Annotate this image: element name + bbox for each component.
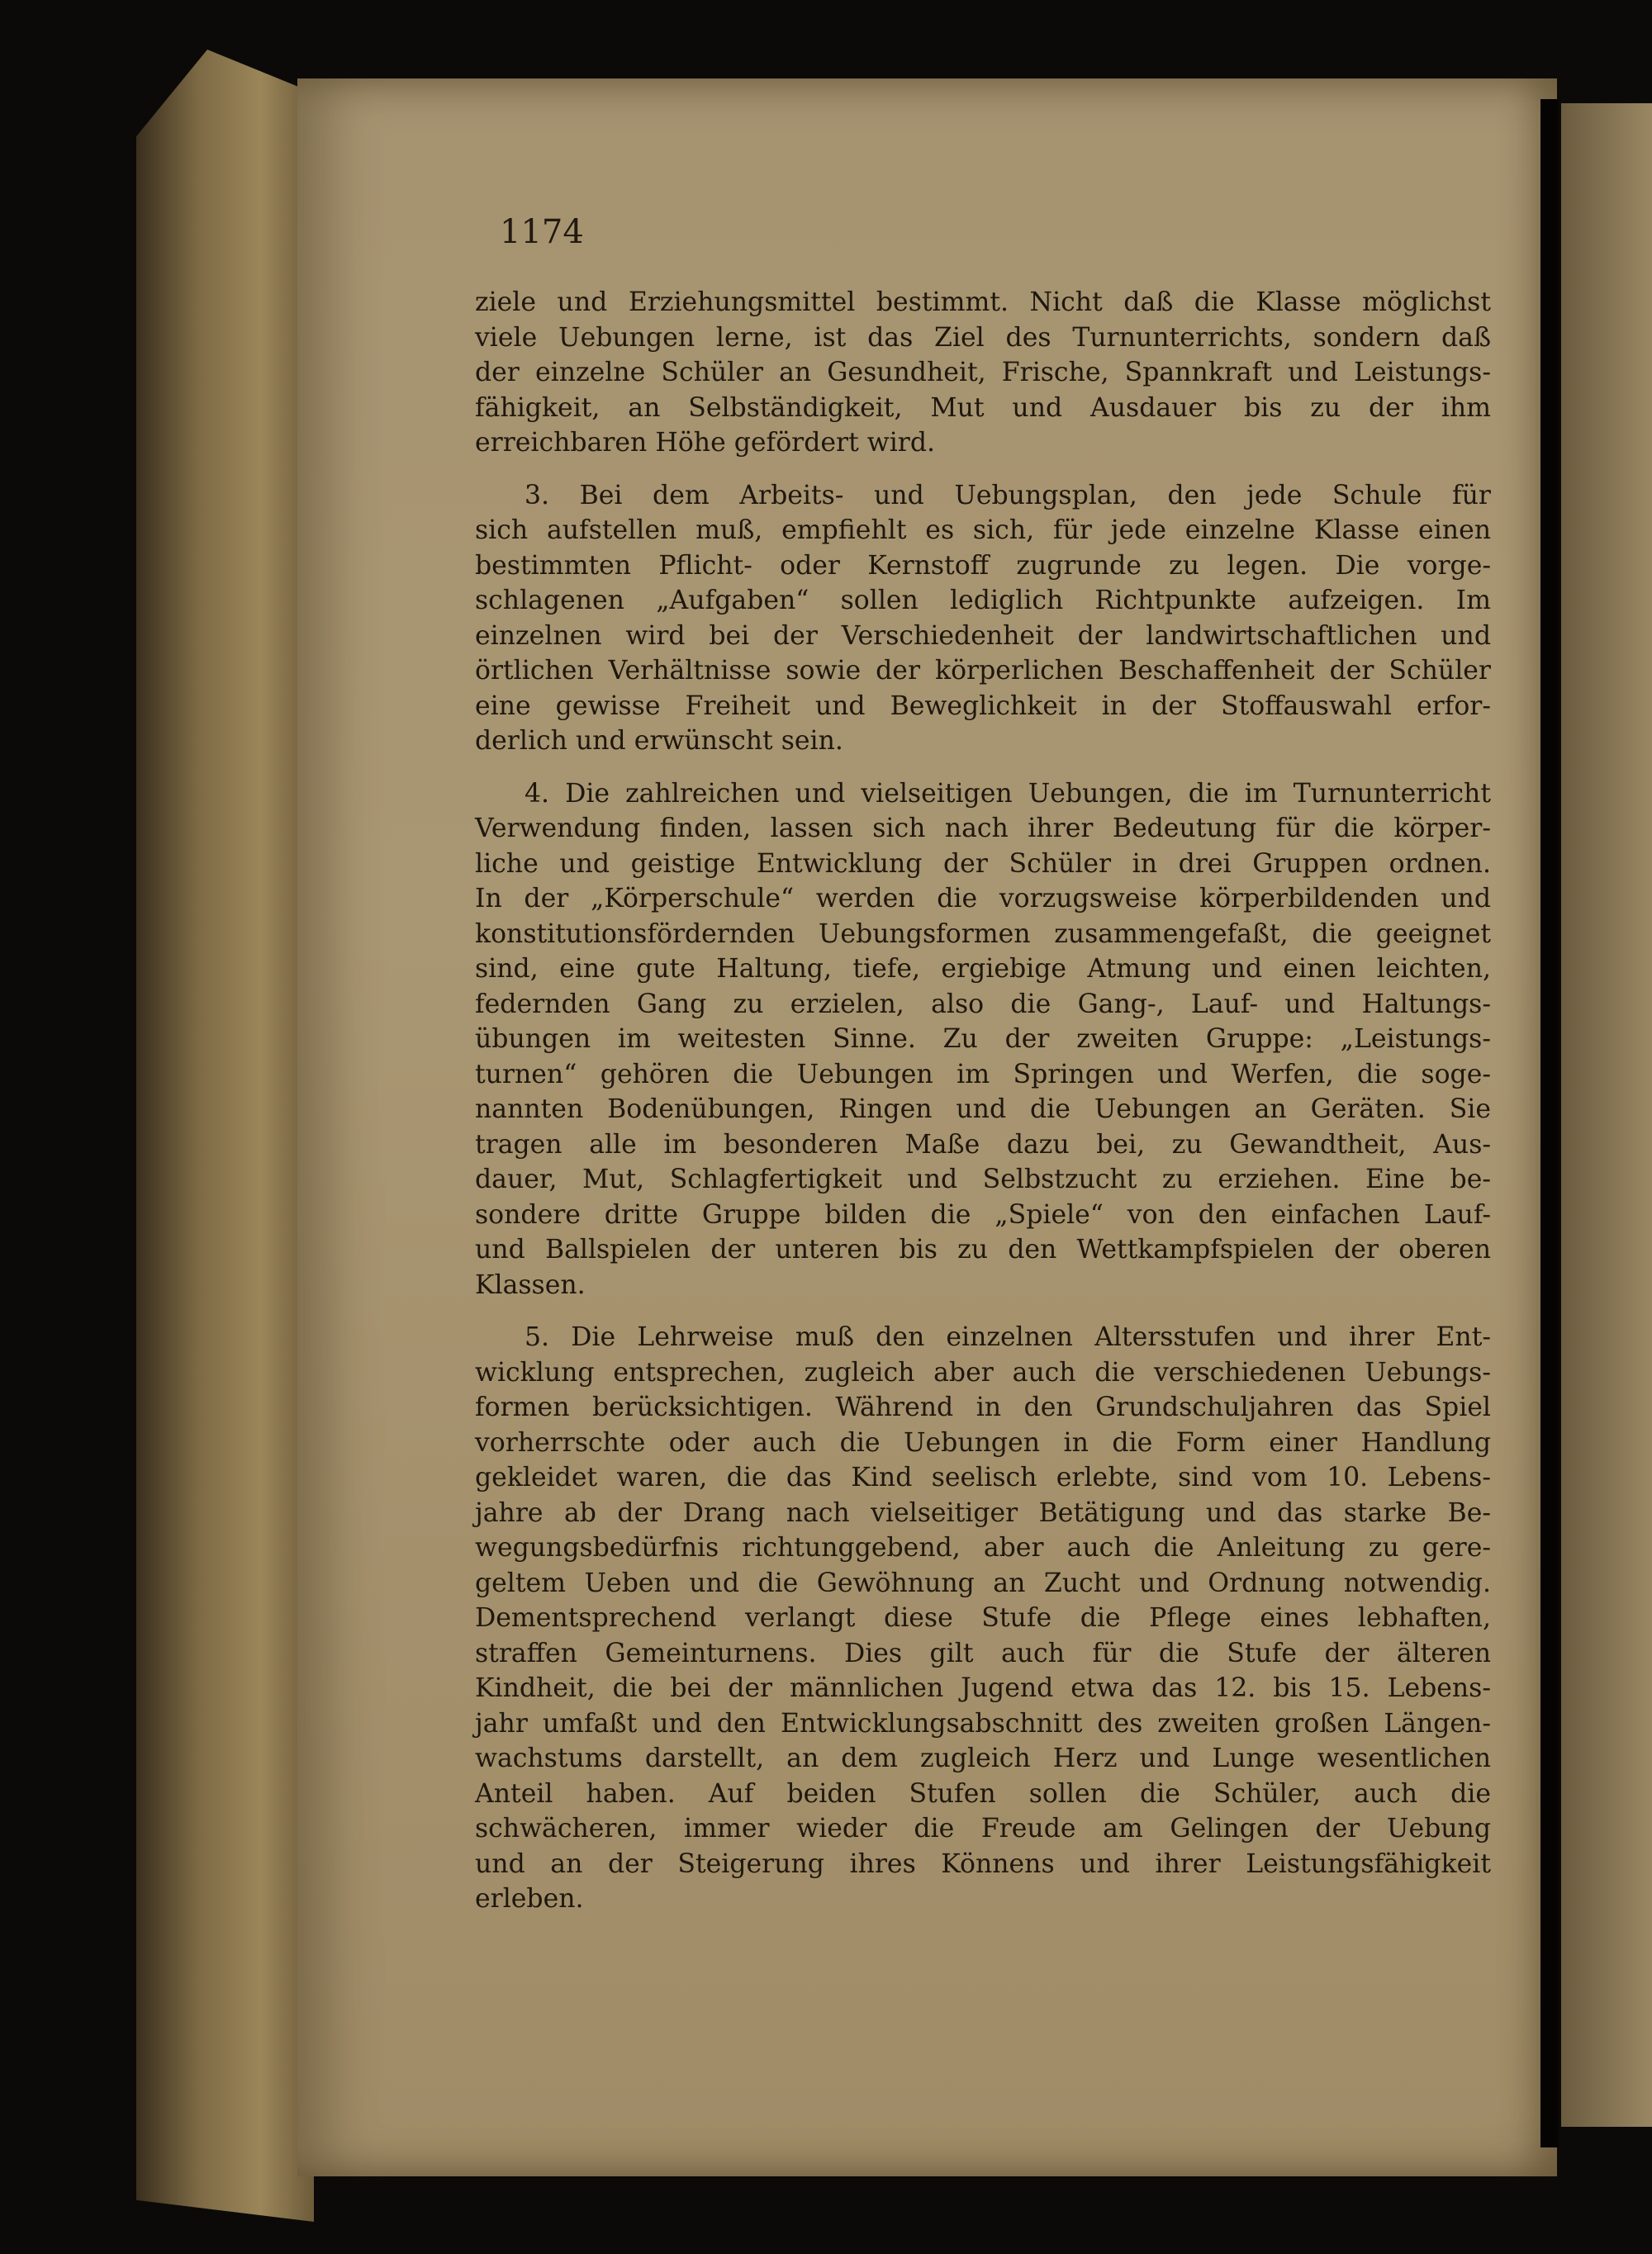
text-line: konstitutionsfördernden Uebungsformen zusammengefaßt, die geeignet — [475, 918, 1491, 949]
paragraph-5 — [475, 1320, 1491, 1917]
text-line: dauer, Mut, Schlagfertigkeit und Selbstzucht zu erziehen. Eine be- — [475, 1165, 1491, 1194]
text-line: der einzelne Schüler an Gesundheit, Frische, Spannkraft und Leistungs- — [475, 358, 1491, 387]
paragraph-1 — [475, 285, 1491, 461]
book-gutter — [1540, 99, 1559, 2147]
paragraph-4 — [475, 776, 1491, 1303]
text-line: derlich und erwünscht sein. — [475, 726, 843, 756]
text-line: örtlichen Verhältnisse sowie der körperlichen Beschaffenheit der Schüler — [475, 656, 1491, 686]
text-line: turnen“ gehören die Uebungen im Springen und Werfen, die soge- — [475, 1059, 1491, 1089]
page-number: 1174 — [500, 213, 584, 251]
text-line: geltem Ueben und die Gewöhnung an Zucht und Ordnung notwendig. — [475, 1568, 1491, 1598]
text-line: erreichbaren Höhe gefördert wird. — [475, 428, 936, 458]
text-line: sind, eine gute Haltung, tiefe, ergiebige Atmung und einen leichten, — [475, 954, 1491, 984]
text-line: gekleidet waren, die das Kind seelisch erlebte, sind vom 10. Lebens- — [475, 1463, 1491, 1492]
text-line: liche und geistige Entwicklung der Schüler in drei Gruppen ordnen. — [475, 848, 1491, 879]
text-line: formen berücksichtigen. Während in den Grundschuljahren das Spiel — [475, 1393, 1491, 1422]
text-line: Verwendung finden, lassen sich nach ihrer Bedeutung für die körper- — [475, 814, 1491, 843]
text-line: viele Uebungen lerne, ist das Ziel des Turnunterrichts, sondern daß — [475, 322, 1491, 353]
text-line: erleben. — [475, 1884, 584, 1914]
book-page-edges — [136, 50, 314, 2222]
paragraph-3 — [475, 478, 1491, 759]
text-line: wicklung entsprechen, zugleich aber auch die verschiedenen Uebungs- — [475, 1357, 1491, 1388]
text-line: jahre ab der Drang nach vielseitiger Betätigung und das starke Be- — [475, 1497, 1491, 1528]
text-line: vorherrschte oder auch die Uebungen in die Form einer Handlung — [475, 1427, 1491, 1458]
text-line: Kindheit, die bei der männlichen Jugend etwa das 12. bis 15. Lebens- — [475, 1673, 1491, 1703]
text-line: tragen alle im besonderen Maße dazu bei, zu Gewandtheit, Aus- — [475, 1129, 1491, 1160]
text-line: In der „Körperschule“ werden die vorzugsweise körperbildenden und — [475, 884, 1491, 913]
text-line: schwächeren, immer wieder die Freude am Gelingen der Uebung — [475, 1814, 1491, 1844]
text-line: sich aufstellen muß, empfiehlt es sich, für jede einzelne Klasse einen — [475, 515, 1491, 545]
text-line: ziele und Erziehungsmittel bestimmt. Nicht daß die Klasse möglichst — [475, 287, 1491, 317]
text-line: sondere dritte Gruppe bilden die „Spiele“ von den einfachen Lauf- — [475, 1199, 1491, 1230]
text-line: straffen Gemeinturnens. Dies gilt auch für die Stufe der älteren — [475, 1638, 1491, 1668]
text-line: eine gewisse Freiheit und Beweglichkeit in der Stoffauswahl erfor- — [475, 690, 1491, 721]
text-line: einzelnen wird bei der Verschiedenheit der landwirtschaftlichen und — [475, 620, 1491, 651]
text-line: wachstums darstellt, an dem zugleich Herz und Lunge wesentlichen — [475, 1744, 1491, 1773]
text-line: und Ballspielen der unteren bis zu den Wettkampfspielen der oberen — [475, 1235, 1491, 1265]
text-line: Klassen. — [475, 1269, 586, 1300]
text-line: nannten Bodenübungen, Ringen und die Uebungen an Geräten. Sie — [475, 1094, 1491, 1124]
body-text — [475, 285, 1491, 1934]
text-line: federnden Gang zu erzielen, also die Gang-, Lauf- und Haltungs- — [475, 989, 1491, 1019]
text-line: fähigkeit, an Selbständigkeit, Mut und Ausdauer bis zu der ihm — [475, 392, 1491, 423]
facing-page-edge — [1561, 103, 1652, 2127]
text-line: Dementsprechend verlangt diese Stufe die Pflege eines lebhaften, — [475, 1603, 1491, 1633]
text-line: 5. Die Lehrweise muß den einzelnen Altersstufen und ihrer Ent- — [525, 1322, 1491, 1352]
text-line: und an der Steigerung ihres Könnens und ihrer Leistungsfähigkeit — [475, 1848, 1491, 1879]
text-line: wegungsbedürfnis richtunggebend, aber auch die Anleitung zu gere- — [475, 1533, 1491, 1563]
text-line: schlagenen „Aufgaben“ sollen lediglich Richtpunkte aufzeigen. Im — [475, 586, 1491, 615]
text-line: übungen im weitesten Sinne. Zu der zweiten Gruppe: „Leistungs- — [475, 1024, 1491, 1054]
text-line: 4. Die zahlreichen und vielseitigen Uebungen, die im Turnunterricht — [525, 778, 1491, 809]
text-line: bestimmten Pflicht- oder Kernstoff zugrunde zu legen. Die vorge- — [475, 550, 1491, 581]
text-line: 3. Bei dem Arbeits- und Uebungsplan, den jede Schule für — [525, 480, 1491, 510]
text-line: jahr umfaßt und den Entwicklungsabschnitt des zweiten großen Längen- — [475, 1708, 1491, 1739]
text-line: Anteil haben. Auf beiden Stufen sollen die Schüler, auch die — [475, 1778, 1491, 1809]
